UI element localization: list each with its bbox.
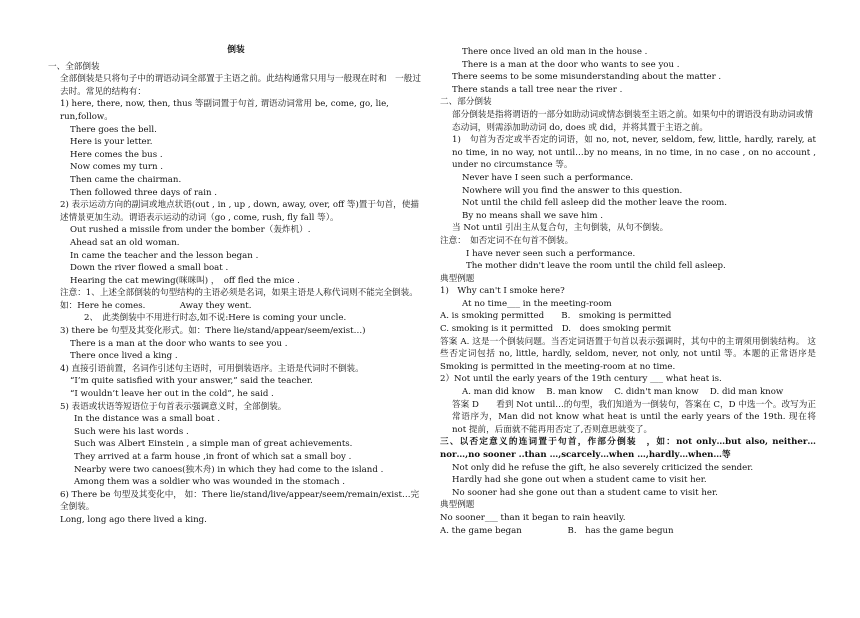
- left-text-line: Such was Albert Einstein , a simple man of great achievements.: [74, 439, 353, 450]
- right-text-line: By no means shall we save him .: [462, 210, 603, 221]
- left-column: [48, 44, 424, 527]
- left-text-line: Here is your letter.: [70, 137, 153, 148]
- left-text-line: 一、全部倒装: [48, 61, 100, 72]
- right-text-line: 三、以否定意义的连词置于句首，作部分倒装 ，如：not only…but also, neither…nor…,no sooner ..than …,scarcely…when …,hardly…when…等: [440, 437, 816, 460]
- right-text-line: 部分倒装是指将谓语的一部分如助动词或情态倒装至主语之前。如果句中的谓语没有助动词或情态动词，则需添加助动词 do, does 或 did，并将其置于主语之前。: [452, 109, 813, 133]
- left-text-line: Such were his last words .: [74, 426, 189, 437]
- left-text-line: Then came the chairman.: [70, 174, 182, 185]
- right-text-block: [440, 46, 816, 537]
- left-text-line: Now comes my turn .: [70, 162, 163, 173]
- left-text-line: Nearby were two canoes(独木舟) in which they had come to the island .: [74, 464, 384, 475]
- left-text-line: Here comes the bus .: [70, 149, 163, 160]
- right-text-line: Never have I seen such a performance.: [462, 172, 634, 183]
- left-text-line: Long, long ago there lived a king.: [60, 514, 207, 525]
- left-text-line: In the distance was a small boat .: [74, 414, 220, 425]
- left-text-line: Down the river flowed a small boat .: [70, 263, 229, 274]
- right-text-line: Not until the child fell asleep did the mother leave the room.: [462, 198, 727, 209]
- right-text-line: There is a man at the door who wants to see you .: [462, 59, 680, 70]
- right-text-line: I have never seen such a performance.: [466, 248, 636, 259]
- right-text-line: Not only did he refuse the gift, he also severely criticized the sender.: [452, 462, 754, 473]
- right-text-line: 1) 句首为否定或半否定的词语，如 no, not, never, seldom, few, little, hardly, rarely, at no time, in no way, not until…by no means, in no time, in no case , on no account , under no circumstance 等。: [452, 135, 816, 171]
- left-text-line: 全部倒装是只将句子中的谓语动词全部置于主语之前。此结构通常只用与一般现在时和 一般过去时。常见的结构有：: [60, 74, 421, 97]
- left-text-line: In came the teacher and the lesson began .: [70, 250, 259, 261]
- right-text-line: 当 Not until 引出主从复合句，主句倒装，从句不倒装。: [452, 223, 669, 234]
- right-text-line: 注意： 如否定词不在句首不倒装。: [440, 235, 574, 246]
- right-text-line: There seems to be some misunderstanding about the matter .: [452, 72, 722, 83]
- right-text-line: A. the game began B. has the game begun: [440, 525, 674, 536]
- left-text-line: 2、 此类倒装中不用进行时态,如不说:Here is coming your uncle.: [84, 313, 347, 324]
- left-text-line: 1) here, there, now, then, thus 等副词置于句首, 谓语动词常用 be, come, go, lie, run,follow。: [60, 99, 389, 122]
- right-text-line: 典型例题: [440, 500, 475, 511]
- right-text-line: C. smoking is it permitted D. does smoking permit: [440, 324, 672, 335]
- left-text-line: “I’m quite satisfied with your answer,” said the teacher.: [70, 376, 313, 387]
- left-text-line: Out rushed a missile from under the bomber（轰炸机）.: [70, 225, 311, 236]
- left-text-line: 3) there be 句型及其变化形式。如：There lie/stand/appear/seem/exist…): [60, 326, 366, 337]
- right-text-line: There once lived an old man in the house .: [462, 47, 648, 57]
- right-text-line: A. man did know B. man know C. didn't man know D. did man know: [462, 387, 784, 398]
- right-text-line: No sooner___ than it began to rain heavily.: [440, 512, 626, 523]
- right-text-line: 1) Why can't I smoke here?: [440, 286, 565, 297]
- right-text-line: 2）Not until the early years of the 19th century ___ what heat is.: [440, 374, 722, 385]
- right-text-line: 二、部分倒装: [440, 97, 492, 108]
- left-text-block: [48, 61, 424, 527]
- right-text-line: 答案 D 看到 Not until…的句型，我们知道为一倒装句，答案在 C，D 中选一个。改写为正常语序为，Man did not know what heat is until the early years of the 19th. 现在将 not 提前，后面就不能再用否定了,否则意思就变了。: [452, 399, 816, 435]
- left-text-line: 4) 直接引语前置，名词作引述句主语时，可用倒装语序。主语是代词时不倒装。: [60, 363, 364, 374]
- right-text-line: 典型例题: [440, 273, 475, 284]
- left-text-line: Hearing the cat mewing(咪咪叫) ， off fled the mice .: [70, 275, 300, 286]
- left-text-line: There goes the bell.: [70, 124, 157, 135]
- left-text-line: There once lived a king .: [70, 351, 178, 362]
- left-text-line: “I wouldn’t leave her out in the cold”, he said .: [70, 389, 274, 400]
- left-text-line: 6) There be 句型及其变化中， 如：There lie/stand/live/appear/seem/remain/exist…完全倒装。: [60, 489, 420, 513]
- right-text-line: There stands a tall tree near the river .: [452, 84, 623, 95]
- left-text-line: 2) 表示运动方向的副词或地点状语(out , in , up , down, away, over, off 等)置于句首，使描述情景更加生动。谓语表示运动的动词（go , come, rush, fly fall 等）。: [60, 200, 419, 223]
- left-text-line: Ahead sat an old woman.: [70, 237, 180, 248]
- right-text-line: Hardly had she gone out when a student came to visit her.: [452, 475, 707, 486]
- right-text-line: At no time___ in the meeting-room: [462, 298, 612, 309]
- right-text-line: The mother didn't leave the room until the child fell asleep.: [466, 261, 726, 272]
- page-title: 倒装: [227, 45, 245, 55]
- left-text-line: Then followed three days of rain .: [70, 187, 218, 198]
- left-text-line: 5) 表语或状语等短语位于句首表示强调意义时，全部倒装。: [60, 401, 287, 412]
- right-text-line: A. is smoking permitted B. smoking is permitted: [440, 311, 672, 322]
- left-text-line: There is a man at the door who wants to see you .: [70, 338, 288, 349]
- left-text-line: Among them was a soldier who was wounded in the stomach .: [74, 477, 346, 488]
- left-text-line: They arrived at a farm house ,in front of which sat a small boy .: [74, 452, 352, 462]
- right-text-line: No sooner had she gone out than a student came to visit her.: [452, 487, 718, 498]
- right-text-line: Nowhere will you find the answer to this question.: [462, 185, 683, 196]
- right-text-line: 答案 A. 这是一个倒装问题。当否定词语置于句首以表示强调时，其句中的主谓须用倒装结构。 这些否定词包括 no, little, hardly, seldom, never, not only, not until 等。本题的正常语序是 Smoking is permitted in the meeting-room at no time.: [440, 336, 816, 372]
- left-text-line: 注意：1、上述全部倒装的句型结构的主语必须是名词，如果主语是人称代词则不能完全倒装。如：Here he comes. Away they went.: [60, 288, 418, 311]
- right-column: [440, 46, 816, 537]
